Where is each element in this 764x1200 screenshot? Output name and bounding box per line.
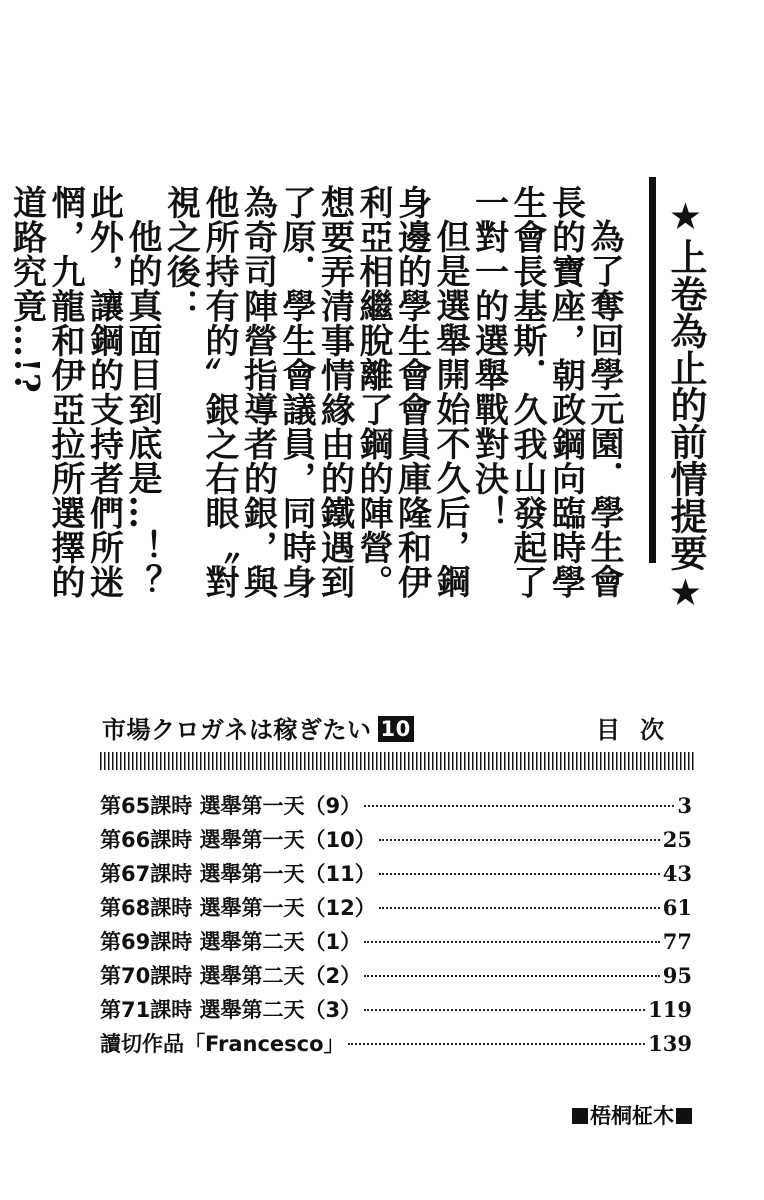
- toc-entry-page: 25: [662, 827, 692, 852]
- toc-entry-label: 第68課時 選舉第一天（12）: [100, 896, 376, 920]
- toc-entry[interactable]: [100, 994, 692, 1028]
- toc-entry-label: 第71課時 選舉第二天（3）: [100, 998, 362, 1022]
- hatched-divider: [100, 752, 694, 770]
- toc-entry[interactable]: [100, 1028, 692, 1062]
- toc-heading: 目次: [596, 716, 684, 744]
- toc-entry-label: 第69課時 選舉第二天（1）: [100, 930, 362, 954]
- toc-entry[interactable]: [100, 790, 692, 824]
- synopsis-text: [7, 185, 623, 615]
- toc-entry-page: 43: [662, 861, 692, 886]
- toc-entry[interactable]: [100, 824, 692, 858]
- toc-leader-dots: [379, 873, 660, 875]
- toc-entry-page: 139: [648, 1031, 692, 1056]
- toc-entry-page: 3: [677, 793, 692, 818]
- toc-entry-label: 第65課時 選舉第一天（9）: [100, 794, 362, 818]
- author-name: 梧桐柾木: [590, 1104, 674, 1128]
- recap-divider-bar: [649, 177, 656, 563]
- author-credit: [570, 1100, 694, 1130]
- toc-entry-page: 77: [662, 929, 692, 954]
- toc-leader-dots: [379, 907, 660, 909]
- toc-entry-label: 第70課時 選舉第二天（2）: [100, 964, 362, 988]
- book-title-text: 市場クロガネは稼ぎたい: [102, 716, 372, 744]
- book-title: [102, 710, 414, 745]
- synopsis-section: [6, 175, 707, 615]
- square-bullet-icon: [676, 1108, 692, 1124]
- square-bullet-icon: [572, 1108, 588, 1124]
- toc-entry-page: 119: [648, 997, 692, 1022]
- recap-title: ★上卷為止的前情提要★: [664, 195, 707, 614]
- toc-entry-page: 61: [662, 895, 692, 920]
- volume-badge: 10: [378, 716, 414, 742]
- synopsis-paragraph-2: 但是選舉開始不久后，鋼身邊的學生會會員庫隆和伊利亞相繼脫離了鋼的陣營。想要弄清事情緣由的鐵遇到了原．學生會議員，同時身為奇司陣營指導者的銀，與他所持有的〞銀之右眼〝對視之後：: [160, 185, 470, 599]
- toc-header: [102, 710, 694, 744]
- toc-entry[interactable]: [100, 960, 692, 994]
- toc-entry[interactable]: [100, 858, 692, 892]
- toc-entry-label: 第66課時 選舉第一天（10）: [100, 828, 376, 852]
- synopsis-paragraph-1: 為了奪回學元園．學生會長的寶座，朝政鋼向臨時學生會長基斯．久我山發起了一對一的選舉戰對決！: [468, 185, 624, 599]
- toc-leader-dots: [348, 1043, 646, 1045]
- toc-leader-dots: [364, 975, 660, 977]
- toc-leader-dots: [364, 1009, 645, 1011]
- toc-entry-label: 讀切作品「Francesco」: [100, 1032, 345, 1056]
- synopsis-paragraph-3: 他的真面目到底是…！？此外，讓鋼的支持者們所迷惘，九龍和伊亞拉所選擇的道路究竟…!?: [6, 185, 162, 599]
- toc-leader-dots: [379, 839, 660, 841]
- toc-leader-dots: [364, 941, 660, 943]
- table-of-contents: [100, 790, 692, 1062]
- toc-entry-label: 第67課時 選舉第一天（11）: [100, 862, 376, 886]
- toc-leader-dots: [364, 805, 674, 807]
- toc-entry[interactable]: [100, 926, 692, 960]
- toc-entry-page: 95: [662, 963, 692, 988]
- toc-entry[interactable]: [100, 892, 692, 926]
